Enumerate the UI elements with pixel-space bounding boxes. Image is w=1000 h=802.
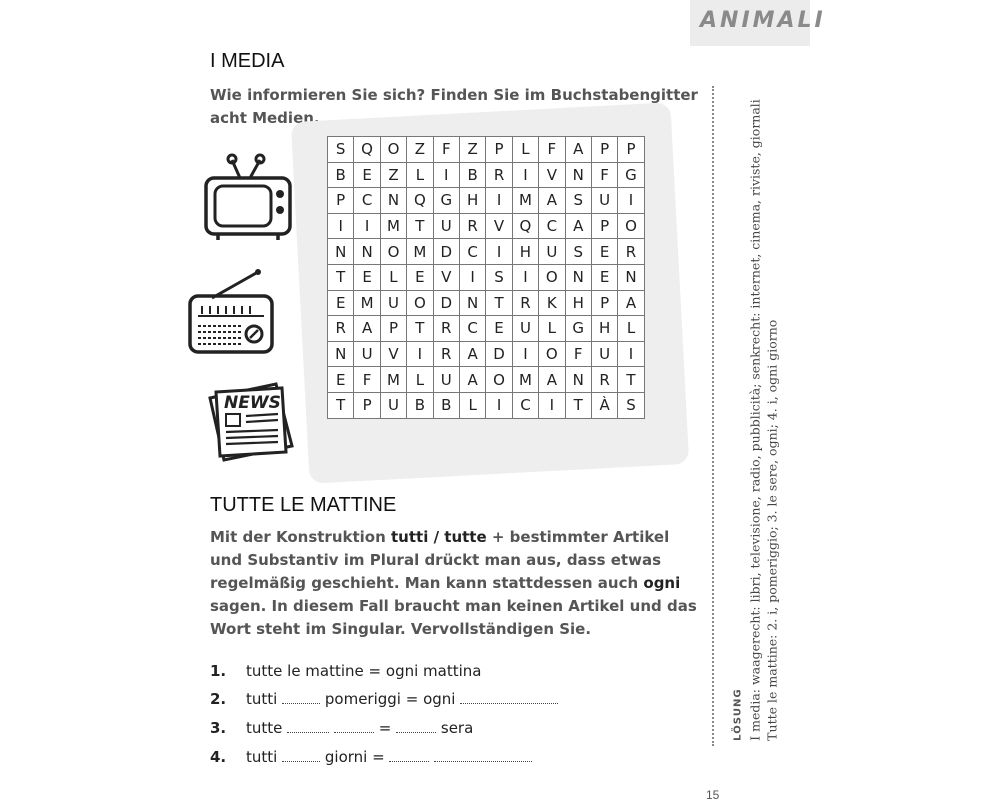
- grid-cell[interactable]: V: [539, 162, 565, 188]
- blank[interactable]: [434, 751, 532, 762]
- grid-cell[interactable]: L: [407, 367, 433, 393]
- grid-cell[interactable]: O: [407, 290, 433, 316]
- grid-cell[interactable]: I: [618, 341, 644, 367]
- grid-row: [328, 316, 645, 342]
- grid-cell[interactable]: A: [618, 290, 644, 316]
- grid-cell[interactable]: H: [459, 188, 485, 214]
- grid-cell[interactable]: T: [328, 392, 354, 418]
- grid-cell[interactable]: O: [380, 137, 406, 163]
- grid-cell[interactable]: R: [328, 316, 354, 342]
- grid-cell[interactable]: O: [618, 213, 644, 239]
- grid-cell[interactable]: F: [354, 367, 380, 393]
- television-icon: [200, 150, 296, 242]
- grid-cell[interactable]: M: [512, 188, 538, 214]
- grid-row: [328, 392, 645, 418]
- grid-cell[interactable]: A: [565, 213, 591, 239]
- section-tab-label: ANIMALI: [700, 8, 826, 33]
- grid-cell[interactable]: I: [512, 341, 538, 367]
- grid-cell[interactable]: G: [565, 316, 591, 342]
- grid-cell[interactable]: E: [354, 264, 380, 290]
- grid-cell[interactable]: S: [565, 188, 591, 214]
- news-label: NEWS: [224, 393, 281, 413]
- grid-cell[interactable]: M: [354, 290, 380, 316]
- grid-row: [328, 239, 645, 265]
- grid-cell[interactable]: U: [512, 316, 538, 342]
- grid-cell[interactable]: D: [486, 341, 512, 367]
- grid-cell[interactable]: O: [486, 367, 512, 393]
- grid-cell[interactable]: I: [328, 213, 354, 239]
- grid-cell[interactable]: E: [486, 316, 512, 342]
- grid-cell[interactable]: L: [512, 137, 538, 163]
- blank[interactable]: [460, 693, 558, 704]
- grid-cell[interactable]: S: [328, 137, 354, 163]
- grid-row: [328, 290, 645, 316]
- grid-cell[interactable]: E: [354, 162, 380, 188]
- blank[interactable]: [396, 722, 436, 733]
- grid-cell[interactable]: Z: [407, 137, 433, 163]
- grid-cell[interactable]: H: [591, 316, 617, 342]
- grid-cell[interactable]: I: [512, 264, 538, 290]
- grid-cell[interactable]: P: [328, 188, 354, 214]
- grid-cell[interactable]: V: [433, 264, 459, 290]
- grid-cell[interactable]: V: [486, 213, 512, 239]
- grid-cell[interactable]: U: [380, 392, 406, 418]
- grid-cell[interactable]: I: [486, 392, 512, 418]
- grid-cell[interactable]: E: [591, 264, 617, 290]
- grid-cell[interactable]: N: [618, 264, 644, 290]
- radio-icon: [186, 266, 278, 356]
- grid-cell[interactable]: B: [407, 392, 433, 418]
- grid-cell[interactable]: T: [618, 367, 644, 393]
- grid-cell[interactable]: O: [380, 239, 406, 265]
- blank[interactable]: [334, 722, 374, 733]
- grid-cell[interactable]: K: [539, 290, 565, 316]
- solution-block: [730, 99, 781, 741]
- grid-row: [328, 188, 645, 214]
- grid-cell[interactable]: R: [591, 367, 617, 393]
- grid-cell[interactable]: N: [328, 239, 354, 265]
- grid-cell[interactable]: C: [539, 213, 565, 239]
- grid-cell[interactable]: I: [486, 188, 512, 214]
- grid-cell[interactable]: G: [618, 162, 644, 188]
- grid-cell[interactable]: E: [407, 264, 433, 290]
- grid-row: [328, 367, 645, 393]
- grid-cell[interactable]: I: [618, 188, 644, 214]
- grid-cell[interactable]: R: [486, 162, 512, 188]
- blank[interactable]: [282, 751, 320, 762]
- grid-cell[interactable]: L: [380, 264, 406, 290]
- grid-cell[interactable]: P: [486, 137, 512, 163]
- grid-cell[interactable]: M: [380, 213, 406, 239]
- grid-cell[interactable]: R: [433, 316, 459, 342]
- grid-cell[interactable]: T: [407, 213, 433, 239]
- grid-cell[interactable]: N: [354, 239, 380, 265]
- grid-cell[interactable]: T: [565, 392, 591, 418]
- grid-cell[interactable]: U: [354, 341, 380, 367]
- grid-cell[interactable]: U: [591, 188, 617, 214]
- letter-grid: [327, 136, 645, 419]
- grid-cell[interactable]: A: [459, 341, 485, 367]
- grid-cell[interactable]: A: [459, 367, 485, 393]
- grid-cell[interactable]: E: [328, 290, 354, 316]
- grid-cell[interactable]: P: [380, 316, 406, 342]
- grid-cell[interactable]: S: [618, 392, 644, 418]
- grid-cell[interactable]: D: [433, 239, 459, 265]
- grid-cell[interactable]: P: [591, 290, 617, 316]
- grid-cell[interactable]: O: [539, 264, 565, 290]
- grid-cell[interactable]: I: [407, 341, 433, 367]
- blank[interactable]: [389, 751, 429, 762]
- bold-tutti-tutte: tutti / tutte: [391, 528, 487, 546]
- grid-cell[interactable]: P: [591, 137, 617, 163]
- blank[interactable]: [287, 722, 329, 733]
- grid-cell[interactable]: Q: [407, 188, 433, 214]
- grid-cell[interactable]: C: [512, 392, 538, 418]
- bold-ogni: ogni: [643, 574, 681, 592]
- grid-cell[interactable]: R: [512, 290, 538, 316]
- grid-cell[interactable]: Z: [380, 162, 406, 188]
- grid-cell[interactable]: Q: [512, 213, 538, 239]
- grid-cell[interactable]: V: [380, 341, 406, 367]
- grid-cell[interactable]: E: [591, 239, 617, 265]
- tutte-explanation: Mit der Konstruktion tutti / tutte + bestimmter Artikel und Substantiv im Plural drückt man aus, dass etwas regelmäßig geschieht. Man kann stattdessen auch ogni sagen. In diesem Fall braucht man keinen Artikel und das Wort steht im Singular. Vervollständigen Sie.: [210, 528, 697, 638]
- grid-cell[interactable]: A: [354, 316, 380, 342]
- grid-cell[interactable]: P: [618, 137, 644, 163]
- grid-cell[interactable]: O: [539, 341, 565, 367]
- grid-cell[interactable]: U: [380, 290, 406, 316]
- grid-cell[interactable]: T: [486, 290, 512, 316]
- grid-cell[interactable]: B: [433, 392, 459, 418]
- grid-cell[interactable]: R: [459, 213, 485, 239]
- section-title-media: I MEDIA: [210, 50, 285, 72]
- grid-cell[interactable]: I: [486, 239, 512, 265]
- grid-cell[interactable]: M: [512, 367, 538, 393]
- grid-cell[interactable]: A: [539, 367, 565, 393]
- grid-cell[interactable]: B: [459, 162, 485, 188]
- grid-cell[interactable]: U: [433, 367, 459, 393]
- grid-cell[interactable]: N: [380, 188, 406, 214]
- grid-cell[interactable]: P: [354, 392, 380, 418]
- grid-row: [328, 264, 645, 290]
- grid-cell[interactable]: H: [512, 239, 538, 265]
- grid-cell[interactable]: U: [433, 213, 459, 239]
- grid-cell[interactable]: I: [459, 264, 485, 290]
- grid-row: [328, 341, 645, 367]
- grid-cell[interactable]: L: [618, 316, 644, 342]
- newspaper-icon: [204, 376, 298, 466]
- grid-cell[interactable]: N: [328, 341, 354, 367]
- grid-cell[interactable]: F: [433, 137, 459, 163]
- grid-cell[interactable]: Z: [459, 137, 485, 163]
- grid-cell[interactable]: L: [459, 392, 485, 418]
- grid-cell[interactable]: F: [565, 341, 591, 367]
- grid-cell[interactable]: L: [539, 316, 565, 342]
- grid-cell[interactable]: I: [433, 162, 459, 188]
- grid-cell[interactable]: S: [486, 264, 512, 290]
- grid-cell[interactable]: R: [618, 239, 644, 265]
- grid-cell[interactable]: F: [539, 137, 565, 163]
- grid-row: [328, 213, 645, 239]
- grid-cell[interactable]: T: [407, 316, 433, 342]
- solution-line-2: Tutte le mattine: 2. i, pomeriggio; 3. le sere, ogni; 4. i, ogni giorno: [764, 319, 780, 741]
- grid-cell[interactable]: G: [433, 188, 459, 214]
- grid-cell[interactable]: L: [407, 162, 433, 188]
- grid-cell[interactable]: C: [459, 316, 485, 342]
- grid-cell[interactable]: B: [328, 162, 354, 188]
- vertical-divider: [712, 86, 714, 746]
- page-number: 15: [706, 788, 720, 802]
- grid-cell[interactable]: E: [328, 367, 354, 393]
- grid-cell[interactable]: N: [565, 264, 591, 290]
- grid-cell[interactable]: I: [539, 392, 565, 418]
- grid-cell[interactable]: I: [354, 213, 380, 239]
- section-title-tutte: TUTTE LE MATTINE: [210, 494, 397, 516]
- grid-cell[interactable]: N: [565, 367, 591, 393]
- media-instruction: Wie informieren Sie sich? Finden Sie im Buchstabengitter acht Medien.: [210, 86, 698, 127]
- solution-heading: LÖSUNG: [732, 688, 744, 741]
- grid-cell[interactable]: H: [565, 290, 591, 316]
- grid-cell[interactable]: S: [565, 239, 591, 265]
- grid-cell[interactable]: À: [591, 392, 617, 418]
- grid-cell[interactable]: U: [591, 341, 617, 367]
- grid-cell[interactable]: I: [512, 162, 538, 188]
- grid-cell[interactable]: M: [407, 239, 433, 265]
- grid-cell[interactable]: A: [539, 188, 565, 214]
- grid-cell[interactable]: U: [539, 239, 565, 265]
- grid-row: [328, 162, 645, 188]
- grid-cell[interactable]: F: [591, 162, 617, 188]
- blank[interactable]: [282, 693, 320, 704]
- grid-cell[interactable]: C: [354, 188, 380, 214]
- grid-cell[interactable]: A: [565, 137, 591, 163]
- grid-cell[interactable]: C: [459, 239, 485, 265]
- grid-row: [328, 137, 645, 163]
- grid-cell[interactable]: N: [565, 162, 591, 188]
- grid-cell[interactable]: N: [459, 290, 485, 316]
- grid-cell[interactable]: P: [591, 213, 617, 239]
- grid-cell[interactable]: Q: [354, 137, 380, 163]
- grid-cell[interactable]: R: [433, 341, 459, 367]
- grid-cell[interactable]: D: [433, 290, 459, 316]
- grid-cell[interactable]: M: [380, 367, 406, 393]
- solution-line-1: I media: waagerecht: libri, televisione, radio, pubblicità; senkrecht: internet, cinema, riviste, giornali: [747, 99, 763, 741]
- grid-cell[interactable]: T: [328, 264, 354, 290]
